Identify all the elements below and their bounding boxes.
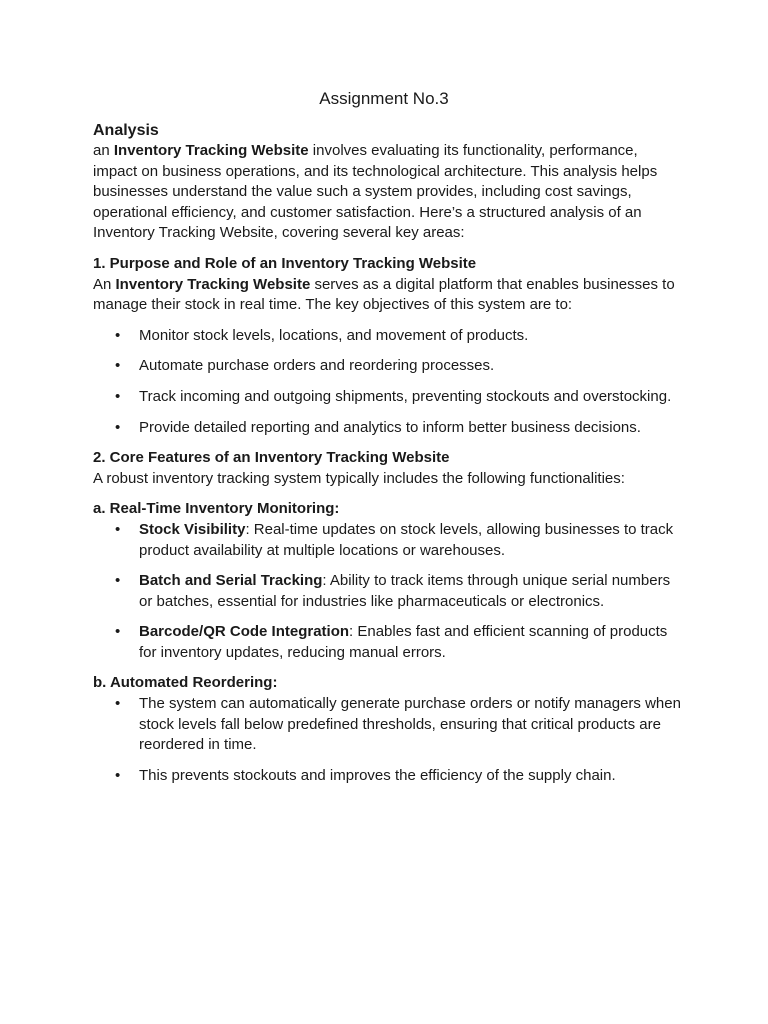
list-item	[93, 766, 683, 787]
bullet-icon: •	[115, 766, 121, 784]
bullet-icon: •	[115, 623, 121, 641]
subsection-a-bullet-list	[93, 520, 683, 664]
section2-paragraph: A robust inventory tracking system typically includes the following functionalities:	[93, 469, 625, 487]
document-title: Assignment No.3	[319, 89, 449, 108]
bullet-icon: •	[115, 695, 121, 713]
intro-paragraph	[93, 141, 683, 244]
list-item	[93, 520, 683, 561]
section1-heading: 1. Purpose and Role of an Inventory Tracking Website	[93, 254, 477, 272]
section1-para-bold-term: Inventory Tracking Website	[115, 275, 311, 293]
subsection-b-bullet-list	[93, 694, 683, 786]
document-body	[93, 121, 683, 796]
intro-rest: involves evaluating its functionality, performance, impact on business operations, and its technological architecture. This analysis helps businesses understand the value such a system provides, including cost savings, operational efficiency, and customer satisfaction. Here’s a structured analysis of an Inventory Tracking Website, covering several key areas:	[93, 142, 658, 242]
list-item	[93, 694, 683, 756]
section1-para-rest: serves as a digital platform that enables businesses to manage their stock in real time. The key objectives of this system are to:	[93, 275, 675, 314]
list-item-text: Monitor stock levels, locations, and movement of products.	[139, 326, 529, 344]
list-item-bold-term: Batch and Serial Tracking	[139, 572, 323, 590]
section1-paragraph	[93, 275, 683, 316]
list-item-text: Automate purchase orders and reordering processes.	[139, 357, 495, 375]
list-item-text: The system can automatically generate purchase orders or notify managers when stock levels fall below predefined thresholds, ensuring that critical products are reordered in time.	[139, 695, 681, 754]
section1-bullet-list	[93, 326, 683, 438]
section-title-analysis: Analysis	[93, 122, 159, 139]
list-item	[93, 387, 683, 408]
list-item-text: Provide detailed reporting and analytics to inform better business decisions.	[139, 418, 641, 436]
list-item	[93, 356, 683, 377]
bullet-icon: •	[115, 326, 121, 344]
bullet-icon: •	[115, 387, 121, 405]
bullet-icon: •	[115, 572, 121, 590]
intro-bold-term: Inventory Tracking Website	[113, 142, 309, 159]
bullet-icon: •	[115, 418, 121, 436]
section2-heading: 2. Core Features of an Inventory Tracking Website	[93, 449, 450, 467]
list-item-text: : Ability to track items through unique serial numbers or batches, essential for industries like pharmaceuticals or electronics.	[139, 572, 671, 610]
subsection-a-heading: a. Real-Time Inventory Monitoring:	[93, 500, 340, 518]
subsection-b-heading: b. Automated Reordering:	[93, 674, 278, 692]
list-item-text: : Real-time updates on stock levels, allowing businesses to track product availability at multiple locations or warehouses.	[139, 520, 674, 559]
bullet-icon: •	[115, 357, 121, 375]
intro-lead: an	[93, 142, 114, 159]
list-item-bold-term: Barcode/QR Code Integration	[139, 623, 350, 641]
list-item	[93, 622, 683, 663]
list-item	[93, 571, 683, 612]
list-item	[93, 418, 683, 439]
list-item	[93, 326, 683, 347]
list-item-text: This prevents stockouts and improves the efficiency of the supply chain.	[139, 766, 616, 784]
bullet-icon: •	[115, 520, 121, 538]
list-item-bold-term: Stock Visibility	[139, 520, 246, 538]
list-item-text: : Enables fast and efficient scanning of products for inventory updates, reducing manual errors.	[139, 623, 668, 661]
section1-para-lead: An	[93, 275, 116, 293]
list-item-text: Track incoming and outgoing shipments, preventing stockouts and overstocking.	[139, 387, 672, 405]
